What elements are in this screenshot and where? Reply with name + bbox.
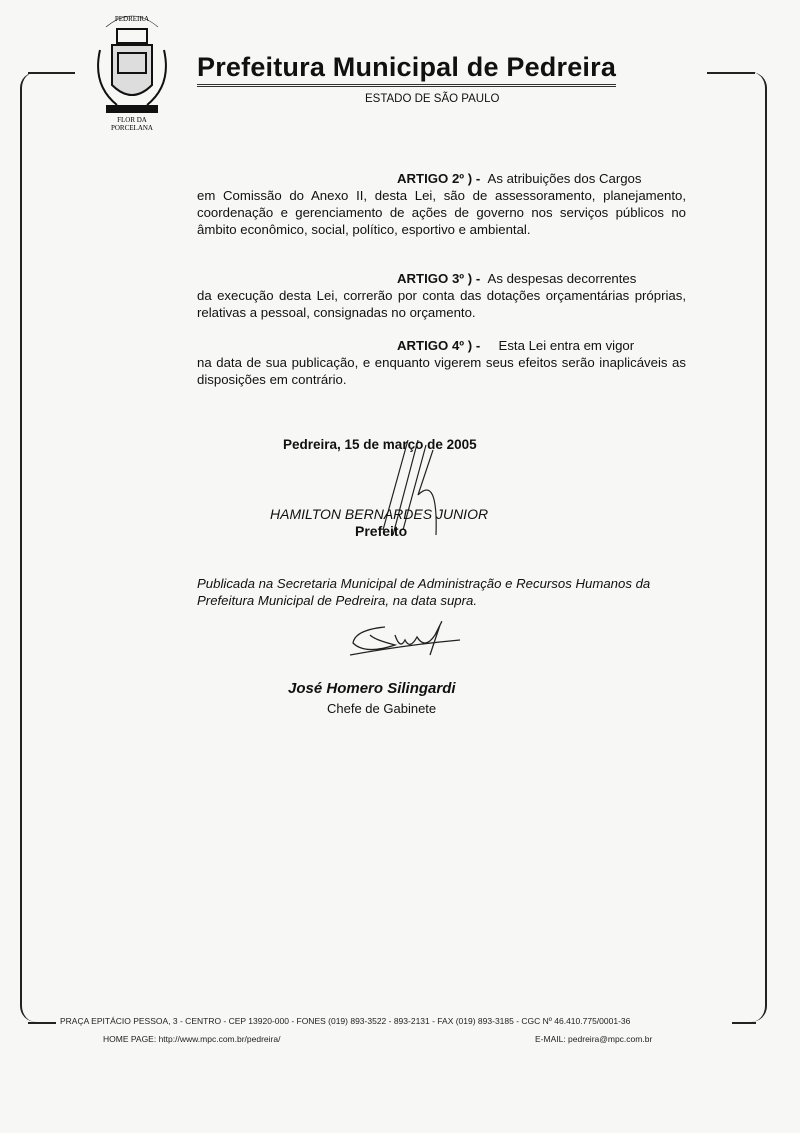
mayor-title: Prefeito bbox=[355, 523, 408, 539]
publication-note: Publicada na Secretaria Municipal de Administração e Recursos Humanos da Prefeitura Municipal de Pedreira, na data supra. bbox=[197, 576, 651, 608]
article-label: ARTIGO 2º ) - bbox=[397, 171, 481, 186]
article-3 bbox=[197, 270, 686, 321]
chief-title: Chefe de Gabinete bbox=[327, 701, 437, 716]
article-4 bbox=[197, 337, 686, 388]
municipal-crest-logo bbox=[92, 5, 172, 135]
border-bottom-right bbox=[732, 1022, 756, 1024]
border-top-right bbox=[707, 72, 755, 74]
border-bottom-left bbox=[28, 1022, 56, 1024]
footer-homepage[interactable]: HOME PAGE: http://www.mpc.com.br/pedreira/ bbox=[103, 1034, 281, 1044]
article-2 bbox=[197, 170, 686, 238]
article-body: na data de sua publicação, e enquanto vigerem seus efeitos serão inaplicáveis as disposições em contrário. bbox=[197, 355, 686, 387]
article-lead: As atribuições dos Cargos bbox=[487, 171, 642, 186]
page-title: Prefeitura Municipal de Pedreira bbox=[197, 52, 616, 87]
page-subtitle: ESTADO DE SÃO PAULO bbox=[365, 93, 500, 105]
chief-signature bbox=[345, 615, 465, 665]
border-top-left bbox=[28, 72, 75, 74]
article-label: ARTIGO 4º ) - bbox=[397, 338, 481, 353]
article-body: da execução desta Lei, correrão por conta das dotações orçamentárias próprias, relativas a pessoal, consignadas no orçamento. bbox=[197, 288, 686, 320]
footer-email[interactable]: E-MAIL: pedreira@mpc.com.br bbox=[535, 1034, 653, 1044]
article-lead: Esta Lei entra em vigor bbox=[498, 338, 635, 353]
chief-name: José Homero Silingardi bbox=[288, 680, 456, 697]
date-line: Pedreira, 15 de março de 2005 bbox=[283, 437, 477, 452]
mayor-name: HAMILTON BERNARDES JUNIOR bbox=[270, 506, 489, 522]
svg-text:FLOR DA: FLOR DA bbox=[117, 116, 147, 124]
svg-text:PEDREIRA: PEDREIRA bbox=[114, 15, 150, 23]
footer-address: PRAÇA EPITÁCIO PESSOA, 3 - CENTRO - CEP 13920-000 - FONES (019) 893-3522 - 893-2131 - FAX (019) 893-3185 - CGC Nº 46.410.775/0001-36 bbox=[60, 1016, 631, 1026]
article-label: ARTIGO 3º ) - bbox=[397, 271, 481, 286]
svg-text:PORCELANA: PORCELANA bbox=[110, 124, 154, 132]
article-body: em Comissão do Anexo II, desta Lei, são de assessoramento, planejamento, coordenação e gerenciamento de ações de governo nos serviços públicos no âmbito econômico, social, político, esportivo e ambiental. bbox=[197, 188, 686, 237]
article-lead: As despesas decorrentes bbox=[487, 271, 637, 286]
